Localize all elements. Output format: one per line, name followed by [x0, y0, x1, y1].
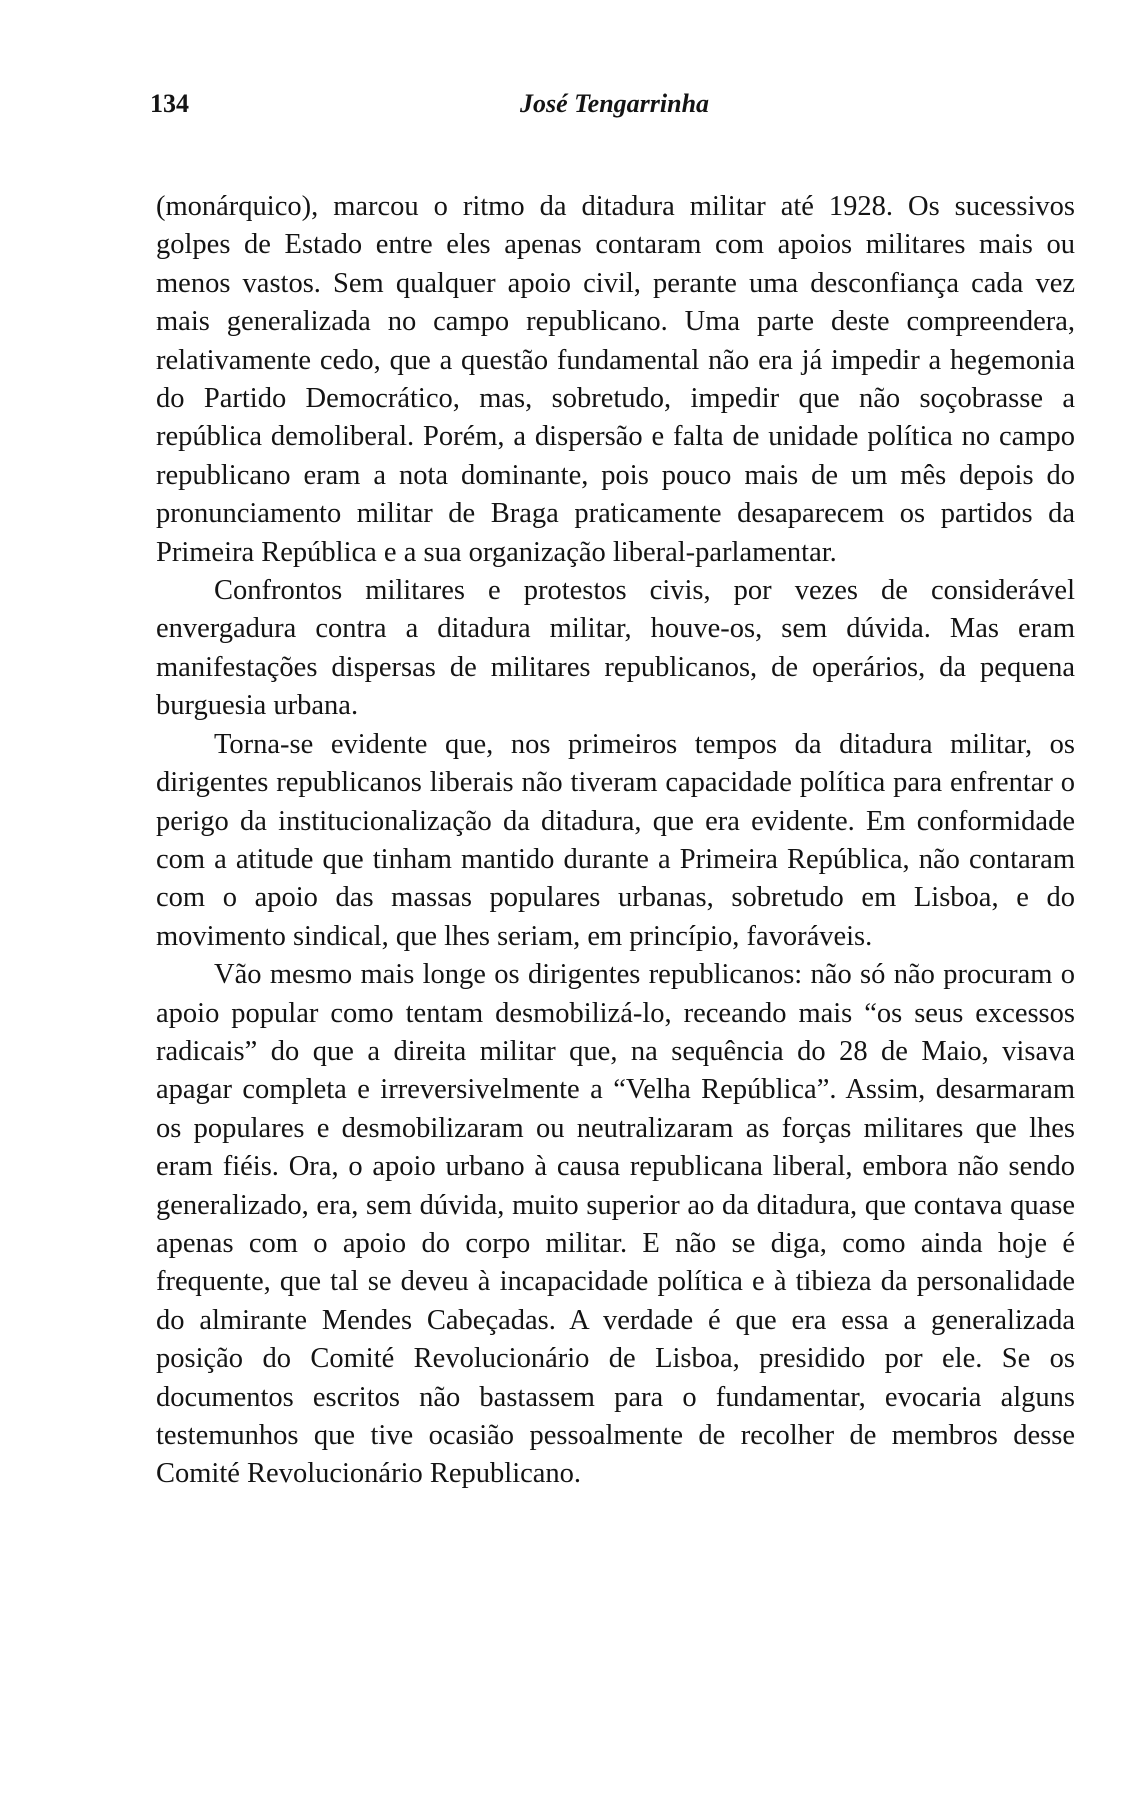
paragraph-3: Torna-se evidente que, nos primeiros tempos da ditadura militar, os dirigentes republicanos liberais não tiveram capacidade política para enfrentar o perigo da institucionalização da ditadura, que era evidente. Em conformidade com a atitude que tinham mantido durante a Primeira República, não contaram com o apoio das massas populares urbanas, sobretudo em Lisboa, e do movimento sindical, que lhes seriam, em princípio, favoráveis. — [156, 728, 1075, 952]
body-text — [156, 188, 1075, 1494]
paragraph-1: (monárquico), marcou o ritmo da ditadura militar até 1928. Os sucessivos golpes de Estado entre eles apenas contaram com apoios militares mais ou menos vastos. Sem qualquer apoio civil, perante uma desconfiança cada vez mais generalizada no campo republicano. Uma parte deste compreendera, relativamente cedo, que a questão fundamental não era já impedir a hegemonia do Partido Democrático, mas, sobretudo, impedir que não soçobrasse a república demoliberal. Porém, a dispersão e falta de unidade política no campo republicano eram a nota dominante, pois pouco mais de um mês depois do pronunciamento militar de Braga praticamente desaparecem os partidos da Primeira República e a sua organização liberal-parlamentar. — [156, 191, 1075, 568]
page-number: 134 — [150, 89, 189, 118]
paragraph-4: Vão mesmo mais longe os dirigentes republicanos: não só não procuram o apoio popular como tentam desmobilizá-lo, receando mais “os seus excessos radicais” do que a direita militar que, na sequência do 28 de Maio, visava apagar completa e irreversivelmente a “Velha República”. Assim, desarmaram os populares e desmobilizaram ou neutralizaram as forças militares que lhes eram fiéis. Ora, o apoio urbano à causa republicana liberal, embora não sendo generalizado, era, sem dúvida, muito superior ao da ditadura, que contava quase apenas com o apoio do corpo militar. E não se diga, como ainda hoje é frequente, que tal se deveu à incapacidade política e à tibieza da personalidade do almirante Mendes Cabeçadas. A verdade é que era essa a generalizada posição do Comité Revolucionário de Lisboa, presidido por ele. Se os documentos escritos não bastassem para o fundamentar, evocaria alguns testemunhos que tive ocasião pessoalmente de recolher de membros desse Comité Revolucionário Republicano. — [156, 959, 1075, 1490]
paragraph-2: Confrontos militares e protestos civis, por vezes de considerável envergadura contra a ditadura militar, houve-os, sem dúvida. Mas eram manifestações dispersas de militares republicanos, de operários, da pequena burguesia urbana. — [156, 575, 1075, 722]
running-head — [150, 86, 1000, 122]
running-title: José Tengarrinha — [520, 89, 710, 118]
